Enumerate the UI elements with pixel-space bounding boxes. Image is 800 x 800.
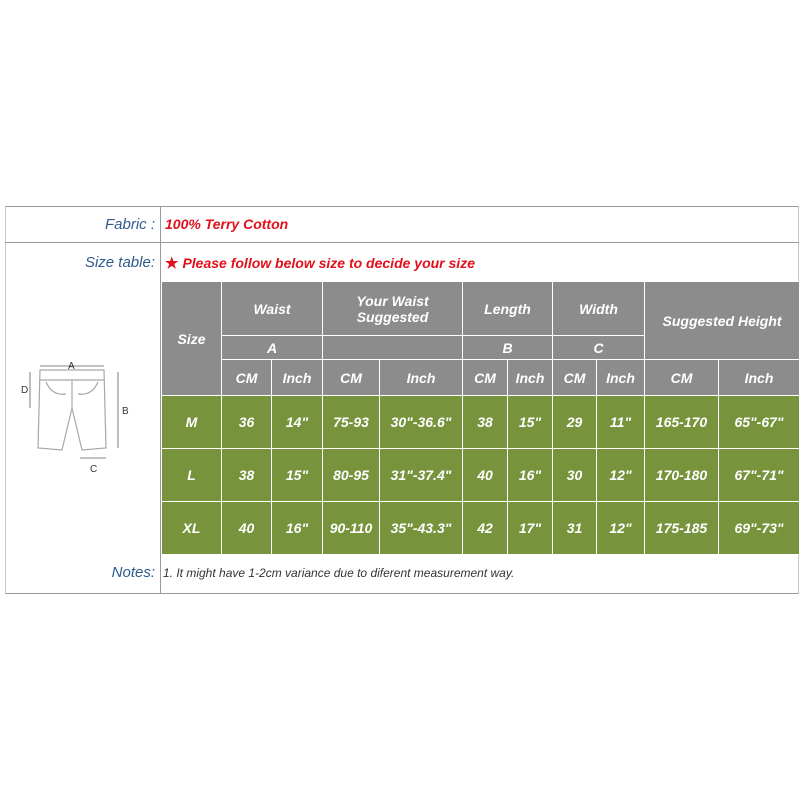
table-cell: 30"-36.6": [380, 396, 463, 449]
table-cell: 69"-73": [719, 502, 800, 555]
header-your-waist: Your Waist Suggested: [323, 282, 463, 336]
table-row: [162, 449, 800, 502]
table-cell: 14": [272, 396, 323, 449]
table-cell: 42: [463, 502, 508, 555]
table-cell: 15": [272, 449, 323, 502]
notes-text: 1. It might have 1-2cm variance due to diferent measurement way.: [163, 566, 515, 580]
row-size: XL: [162, 502, 222, 555]
table-cell: 80-95: [323, 449, 380, 502]
table-cell: 16": [508, 449, 553, 502]
table-cell: 170-180: [645, 449, 719, 502]
unit-header: CM: [323, 360, 380, 396]
table-cell: 15": [508, 396, 553, 449]
row-size: L: [162, 449, 222, 502]
table-cell: 36: [222, 396, 272, 449]
header-width: Width: [553, 282, 645, 336]
header-b: B: [463, 336, 553, 360]
header-waist: Waist: [222, 282, 323, 336]
table-cell: 12": [597, 502, 645, 555]
unit-header: CM: [222, 360, 272, 396]
table-row: [162, 502, 800, 555]
unit-header: CM: [553, 360, 597, 396]
table-cell: 29: [553, 396, 597, 449]
size-table: [161, 281, 800, 555]
diagram-label-c: C: [90, 464, 98, 474]
header-height: Suggested Height: [645, 282, 800, 360]
diagram-label-b: B: [122, 406, 129, 417]
unit-header: CM: [463, 360, 508, 396]
header-length: Length: [463, 282, 553, 336]
size-table-label: Size table:: [84, 254, 155, 271]
table-cell: 31: [553, 502, 597, 555]
header-size: Size: [162, 282, 222, 396]
notes-label: Notes:: [111, 564, 155, 581]
shorts-diagram: [18, 362, 138, 474]
table-cell: 16": [272, 502, 323, 555]
row-divider: [5, 242, 799, 243]
size-instruction: [165, 254, 475, 272]
table-cell: 40: [463, 449, 508, 502]
table-cell: 11": [597, 396, 645, 449]
table-cell: 12": [597, 449, 645, 502]
table-cell: 67"-71": [719, 449, 800, 502]
header-a: A: [222, 336, 323, 360]
header-c: C: [553, 336, 645, 360]
table-cell: 165-170: [645, 396, 719, 449]
row-size: M: [162, 396, 222, 449]
diagram-label-a: A: [68, 362, 75, 372]
unit-header: Inch: [380, 360, 463, 396]
fabric-label: Fabric :: [104, 216, 155, 233]
unit-header: Inch: [719, 360, 800, 396]
unit-header: Inch: [508, 360, 553, 396]
diagram-label-d: D: [21, 385, 29, 396]
table-cell: 90-110: [323, 502, 380, 555]
header-blank: [323, 336, 463, 360]
table-cell: 38: [463, 396, 508, 449]
star-icon: ★: [165, 255, 179, 272]
table-cell: 31"-37.4": [380, 449, 463, 502]
table-cell: 30: [553, 449, 597, 502]
fabric-value: 100% Terry Cotton: [165, 216, 289, 232]
table-row: [162, 396, 800, 449]
size-instruction-text: Please follow below size to decide your size: [182, 255, 475, 271]
table-cell: 65"-67": [719, 396, 800, 449]
unit-header: Inch: [272, 360, 323, 396]
table-cell: 175-185: [645, 502, 719, 555]
table-cell: 75-93: [323, 396, 380, 449]
table-cell: 40: [222, 502, 272, 555]
unit-header: CM: [645, 360, 719, 396]
table-cell: 38: [222, 449, 272, 502]
unit-header: Inch: [597, 360, 645, 396]
table-cell: 35"-43.3": [380, 502, 463, 555]
table-cell: 17": [508, 502, 553, 555]
